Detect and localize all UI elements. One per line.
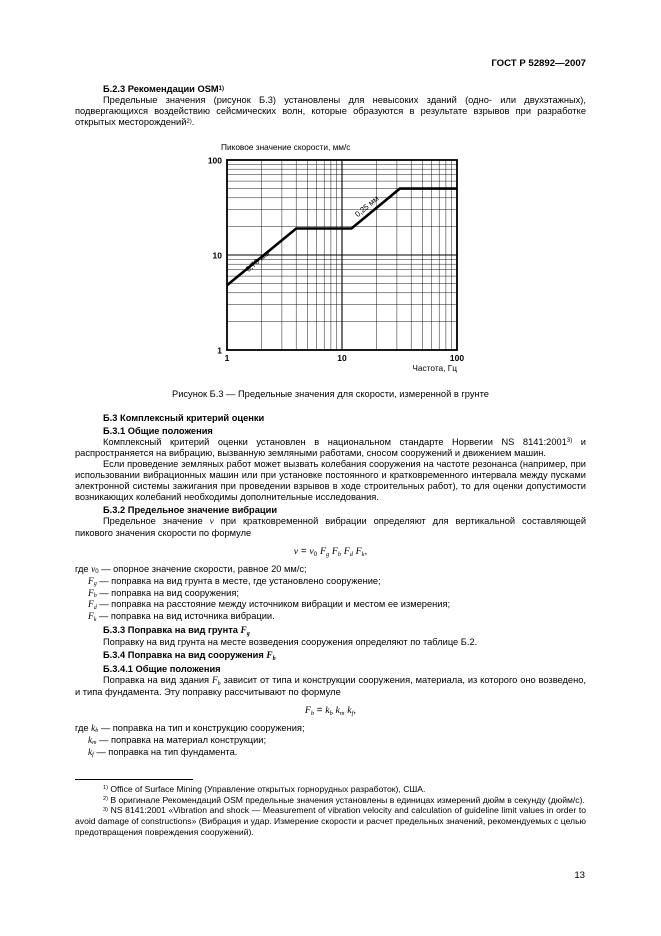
formula-fb: [75, 705, 586, 717]
text-run: g: [325, 550, 330, 558]
text-run: F: [331, 546, 338, 558]
text-run: F: [343, 546, 350, 558]
footnote-1: [75, 784, 586, 795]
text-run: k: [91, 723, 96, 734]
text-run: 2): [103, 796, 108, 802]
text-run: — поправка на расстояние между источником вибрации и местом ее измерения;: [96, 599, 451, 610]
text-run: b: [329, 710, 333, 718]
text-run: и распространяется на вибрацию, вызванную земляными работами, сносом сооружений и движением машин.: [75, 437, 586, 459]
text-run: b: [217, 680, 221, 687]
text-run: b: [93, 593, 97, 600]
definition-list-fb: [75, 723, 586, 759]
x-tick-label: 100: [449, 353, 465, 364]
text-run: v: [209, 517, 214, 528]
text-run: Комплексный критерий оценки установлен в национальном стандарте Норвегии NS 8141:2001: [103, 437, 567, 448]
text-run: k: [88, 735, 93, 746]
heading-b3: Б.3 Комплексный критерий оценки: [103, 413, 265, 424]
footnote-rule: [75, 779, 193, 780]
text-run: — поправка на вид сооружения;: [96, 587, 239, 598]
text-run: k: [361, 550, 365, 558]
page-number: 13: [574, 870, 585, 881]
text-run: .: [191, 117, 195, 128]
text-run: Предельные значения (рисунок Б.3) установлены для невысоких зданий (одно- или двухэтажных), подвергающихся воздействию сейсмических волн, которые образуются в результате взрывов при разработке открытых месторождений: [75, 95, 586, 128]
text-run: F: [88, 612, 94, 623]
text-run: 0: [313, 550, 318, 558]
text-run: F: [240, 626, 247, 637]
text-run: F: [319, 546, 326, 558]
text-run: F: [211, 676, 218, 687]
text-run: v: [293, 546, 299, 558]
text-run: — поправка на материал конструкции;: [96, 734, 267, 745]
text-run: k: [347, 705, 352, 717]
text-run: 2): [186, 118, 192, 125]
text-run: =: [314, 705, 326, 717]
paragraph-b32: [75, 516, 586, 539]
text-run: где: [75, 722, 92, 733]
heading-b34: [75, 650, 586, 662]
y-tick-label: 10: [212, 250, 222, 261]
text-run: F: [304, 705, 311, 717]
heading-b33: [75, 625, 586, 637]
y-tick-label: 100: [207, 155, 222, 166]
text-run: g: [246, 631, 250, 638]
text-run: Б.2.3 Рекомендации OSM: [103, 84, 219, 95]
text-run: — опорное значение скорости, равное 20 мм/с;: [98, 563, 307, 574]
x-axis-label: Частота, Гц: [412, 363, 457, 374]
text-run: зависит от типа и конструкции сооружения, материала, из которого оно возведено, и типа фундамента. Эту поправку рассчитывают по формуле: [75, 675, 586, 698]
text-run: NS 8141:2001 «Vibration and shock — Measurement of vibration velocity and calculation of guideline limit values in order to avoid damage of constructions» (Вибрация и удар. Измерение скорости и расчет предельных значений, рекомендуемых с целью предотвращения повреждения сооружений).: [75, 805, 586, 837]
definition-line: [75, 611, 586, 623]
text-run: b: [95, 728, 99, 735]
text-run: m: [339, 710, 345, 718]
text-run: =: [298, 546, 310, 558]
paragraph-b341: [75, 675, 586, 698]
figure-b3: [75, 143, 586, 401]
text-run: d: [93, 605, 97, 612]
text-run: F: [266, 651, 273, 662]
curve-annotation: 0,76 мм: [243, 249, 272, 275]
text-run: k: [88, 747, 93, 758]
footnotes: [75, 779, 586, 837]
text-run: Б.3.4 Поправка на вид сооружения: [103, 650, 267, 661]
limit-curve-chart: [193, 153, 465, 375]
curve-annotation: 0,25 мм: [353, 194, 381, 220]
text-run: — поправка на тип фундамента.: [93, 746, 238, 757]
heading-b32: Б.3.2 Предельное значение вибрации: [103, 505, 278, 516]
text-run: 3): [566, 438, 573, 445]
page-header: ГОСТ Р 52892—2007: [491, 58, 586, 69]
text-run: k: [93, 617, 97, 624]
footnote-3: [75, 805, 586, 837]
text-run: v: [309, 546, 314, 558]
text-run: 3): [103, 806, 108, 813]
text-run: f: [92, 752, 94, 759]
text-run: ,: [353, 705, 357, 717]
text-run: — поправка на вид источника вибрации.: [96, 611, 275, 622]
text-run: g: [93, 581, 97, 588]
text-run: k: [335, 705, 340, 717]
paragraph-b33: Поправку на вид грунта на месте возведения сооружения определяют по таблице Б.2.: [103, 637, 478, 648]
text-run: b: [272, 656, 276, 663]
x-tick-label: 1: [224, 353, 230, 364]
figure-caption: Рисунок Б.3 — Предельные значения для скорости, измеренной в грунте: [172, 389, 489, 400]
definition-line: [75, 747, 586, 759]
definition-list-v: [75, 564, 586, 624]
text-run: Предельное значение: [103, 516, 210, 527]
definition-line: [75, 599, 586, 611]
definition-line: [75, 564, 586, 576]
heading-b31: Б.3.1 Общие положения: [103, 426, 213, 437]
text-run: d: [349, 550, 353, 558]
text-run: 0: [95, 569, 99, 576]
text-run: F: [355, 546, 362, 558]
text-run: Б.3.3 Поправка на вид грунта: [103, 625, 241, 636]
text-run: F: [88, 576, 94, 587]
definition-line: [75, 576, 586, 588]
figure-chart-block: [193, 143, 465, 379]
definition-line: [75, 723, 586, 735]
text-run: В оригинале Рекомендаций OSM предельные значения установлены в единицах измерений дюйм в секунду (дюйм/с).: [107, 794, 585, 805]
formula-v: [75, 546, 586, 558]
text-run: F: [88, 600, 94, 611]
text-run: f: [351, 710, 354, 718]
text-run: — поправка на вид грунта в месте, где установлено сооружение;: [96, 575, 381, 586]
text-run: b: [310, 710, 315, 718]
text-run: Поправка на вид здания: [103, 675, 212, 686]
text-run: где: [75, 563, 92, 574]
text-run: 1): [103, 785, 108, 792]
text-run: 1): [218, 85, 225, 92]
heading-b341: Б.3.4.1 Общие положения: [103, 664, 221, 675]
footnote-2: [75, 795, 586, 806]
y-tick-label: 1: [217, 345, 222, 356]
text-run: m: [92, 740, 97, 747]
text-run: k: [325, 705, 330, 717]
text-run: Office of Surface Mining (Управление открытых горнорудных разработок), США.: [107, 783, 426, 794]
text-run: v: [91, 564, 96, 575]
text-run: — поправка на тип и конструкцию сооружения;: [98, 722, 305, 733]
paragraph-b31-1: [75, 437, 586, 459]
definition-line: [75, 735, 586, 747]
paragraph-b31-2: Если проведение земляных работ может вызвать колебания сооружения на частоте резонанса (например, при использовании вибрационных машин или при установке постоянного и кратковременного интервала между пусками электронной системы зажигания при проведении взрывов в ходе строительных работ), то для оценки допустимости возникающих колебаний необходимы дополнительные исследования.: [75, 459, 586, 503]
x-tick-label: 10: [337, 353, 347, 364]
text-run: F: [88, 588, 94, 599]
heading-b23: [75, 84, 586, 95]
paragraph-b23: [75, 95, 586, 128]
text-run: b: [337, 550, 342, 558]
chart-title: Пиковое значение скорости, мм/с: [221, 141, 351, 152]
definition-line: [75, 588, 586, 600]
text-run: ,: [364, 546, 368, 558]
text-run: при кратковременной вибрации определяют для вертикальной составляющей пикового значения скорости по формуле: [75, 516, 587, 539]
